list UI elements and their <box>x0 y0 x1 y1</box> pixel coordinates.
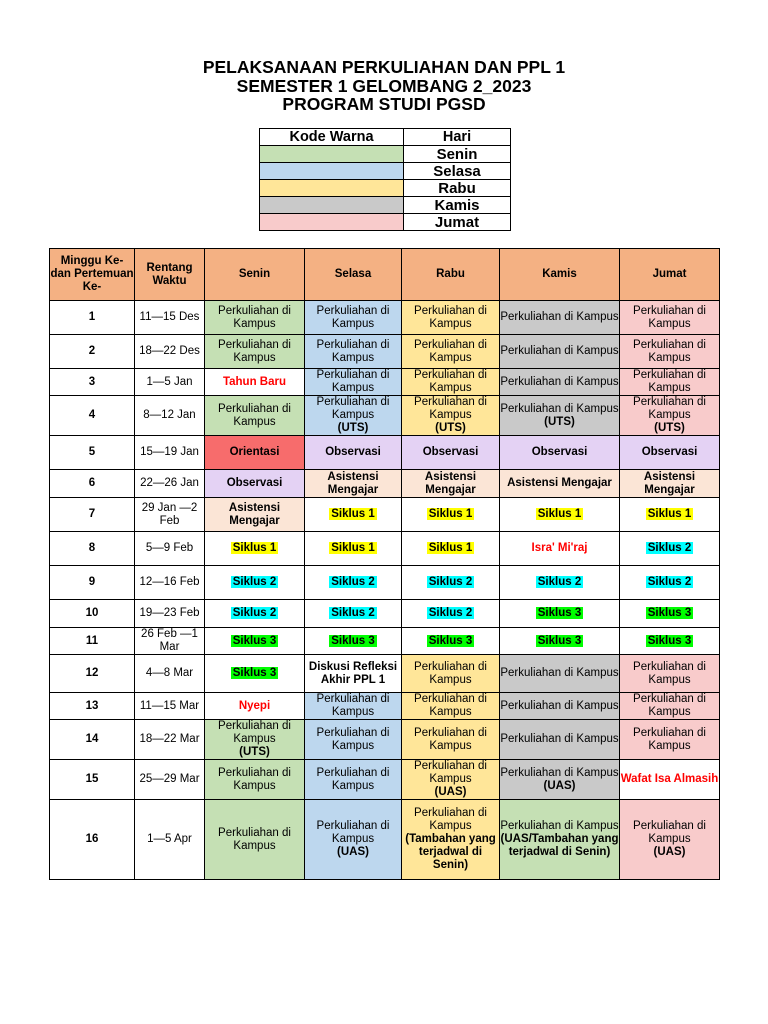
week-number: 11 <box>50 628 135 655</box>
cell-thursday <box>500 470 620 498</box>
legend-swatch <box>260 214 404 231</box>
cell-wednesday <box>402 655 500 693</box>
doc-title-line-1: PELAKSANAAN PERKULIAHAN DAN PPL 1 <box>202 57 566 77</box>
legend-row <box>260 214 511 231</box>
legend-swatch <box>260 197 404 214</box>
schedule-row <box>50 369 720 396</box>
schedule-row <box>50 566 720 600</box>
cell-text: Perkuliahan di Kampus <box>500 820 619 832</box>
week-number: 14 <box>50 720 135 760</box>
cell-text: Siklus 3 <box>232 634 277 647</box>
date-range: 1—5 Apr <box>135 800 205 880</box>
cell-wednesday <box>402 470 500 498</box>
week-number: 15 <box>50 760 135 800</box>
schedule-row <box>50 436 720 470</box>
schedule-row <box>50 720 720 760</box>
cell-text: Nyepi <box>238 699 271 712</box>
cell-text: Siklus 2 <box>331 607 375 619</box>
schedule-row <box>50 800 720 880</box>
cell-text: Perkuliahan di Kampus <box>633 369 706 394</box>
cell-text: Perkuliahan di Kampus <box>500 311 619 323</box>
cell-wednesday <box>402 335 500 369</box>
date-range: 12—16 Feb <box>135 566 205 600</box>
schedule-row <box>50 498 720 532</box>
cell-tuesday <box>305 760 402 800</box>
schedule-row <box>50 470 720 498</box>
cell-text: Siklus 2 <box>428 607 473 619</box>
cell-wednesday <box>402 532 500 566</box>
cell-text: Perkuliahan di Kampus <box>414 396 487 421</box>
date-range: 5—9 Feb <box>135 532 205 566</box>
cell-text: Perkuliahan di Kampus <box>218 826 291 852</box>
schedule-header-row <box>50 249 720 301</box>
schedule-row <box>50 532 720 566</box>
cell-monday <box>205 396 305 436</box>
cell-thursday <box>500 532 620 566</box>
cell-text: Siklus 3 <box>647 634 692 647</box>
legend-day: Senin <box>404 146 511 163</box>
cell-text: Siklus 1 <box>232 542 277 554</box>
cell-tuesday <box>305 498 402 532</box>
cell-text: Siklus 1 <box>537 508 582 520</box>
cell-text: Siklus 3 <box>537 607 582 619</box>
week-number: 3 <box>50 369 135 396</box>
cell-monday <box>205 498 305 532</box>
cell-text: Perkuliahan di Kampus <box>218 766 291 792</box>
week-number: 10 <box>50 600 135 628</box>
cell-thursday <box>500 628 620 655</box>
cell-monday <box>205 532 305 566</box>
cell-note: (UAS) <box>434 786 467 798</box>
cell-text: Perkuliahan di Kampus <box>500 667 619 679</box>
doc-title-line-3: PROGRAM STUDI PGSD <box>282 94 486 114</box>
cell-friday <box>620 470 720 498</box>
cell-text: Perkuliahan di Kampus <box>633 726 706 752</box>
cell-text: Perkuliahan di Kampus <box>316 369 390 394</box>
cell-wednesday <box>402 301 500 335</box>
cell-text: Siklus 2 <box>647 576 692 588</box>
cell-friday <box>620 800 720 880</box>
date-range: 15—19 Jan <box>135 436 205 470</box>
legend-day: Rabu <box>404 180 511 197</box>
cell-wednesday <box>402 396 500 436</box>
schedule-row <box>50 600 720 628</box>
cell-text: Siklus 1 <box>428 542 473 554</box>
cell-thursday <box>500 720 620 760</box>
cell-text: Perkuliahan di Kampus <box>500 402 619 415</box>
cell-tuesday <box>305 335 402 369</box>
schedule-body <box>50 301 720 880</box>
cell-text: Perkuliahan di Kampus <box>500 766 619 779</box>
cell-friday <box>620 498 720 532</box>
cell-text: Asistensi Mengajar <box>424 470 477 496</box>
cell-text: Perkuliahan di Kampus <box>500 733 619 745</box>
cell-wednesday <box>402 720 500 760</box>
cell-monday <box>205 760 305 800</box>
cell-note: (UTS) <box>654 422 685 434</box>
legend-day: Kamis <box>404 197 511 214</box>
legend-swatch <box>260 180 404 197</box>
cell-tuesday <box>305 396 402 436</box>
cell-text: Siklus 1 <box>331 508 375 520</box>
cell-monday <box>205 693 305 720</box>
week-number: 2 <box>50 335 135 369</box>
cell-monday <box>205 720 305 760</box>
cell-friday <box>620 396 720 436</box>
cell-text: Siklus 3 <box>647 607 692 619</box>
cell-text: Perkuliahan di Kampus <box>414 369 487 394</box>
cell-thursday <box>500 600 620 628</box>
cell-tuesday <box>305 600 402 628</box>
week-number: 13 <box>50 693 135 720</box>
cell-monday <box>205 600 305 628</box>
cell-monday <box>205 369 305 396</box>
legend-swatch <box>260 163 404 180</box>
schedule-row <box>50 335 720 369</box>
cell-friday <box>620 436 720 470</box>
cell-text: Siklus 2 <box>537 576 582 588</box>
header-wednesday: Rabu <box>402 249 500 301</box>
cell-text: Orientasi <box>229 446 280 458</box>
schedule-row <box>50 693 720 720</box>
cell-text: Perkuliahan di Kampus <box>316 693 390 718</box>
cell-friday <box>620 655 720 693</box>
cell-text: Perkuliahan di Kampus <box>316 820 390 845</box>
cell-text: Diskusi Refleksi Akhir PPL 1 <box>308 660 398 686</box>
week-number: 16 <box>50 800 135 880</box>
date-range: 8—12 Jan <box>135 396 205 436</box>
cell-note: (UTS) <box>435 422 466 434</box>
cell-text: Siklus 2 <box>647 542 692 554</box>
cell-note: (UAS) <box>653 846 686 858</box>
cell-text: Siklus 2 <box>428 576 473 588</box>
legend-header-day: Hari <box>404 129 511 146</box>
cell-text: Perkuliahan di Kampus <box>414 693 487 718</box>
date-range: 11—15 Des <box>135 301 205 335</box>
cell-tuesday <box>305 628 402 655</box>
cell-monday <box>205 655 305 693</box>
cell-text: Perkuliahan di Kampus <box>414 660 487 686</box>
schedule-table <box>49 248 720 880</box>
cell-wednesday <box>402 600 500 628</box>
cell-text: Perkuliahan di Kampus <box>633 304 706 330</box>
cell-text: Perkuliahan di Kampus <box>633 693 706 718</box>
cell-text: Perkuliahan di Kampus <box>414 726 487 752</box>
header-monday: Senin <box>205 249 305 301</box>
date-range: 29 Jan —2 Feb <box>135 498 205 532</box>
cell-friday <box>620 566 720 600</box>
cell-note: (UAS) <box>337 846 369 858</box>
header-range: Rentang Waktu <box>135 249 205 301</box>
cell-thursday <box>500 436 620 470</box>
cell-text: Observasi <box>226 477 283 489</box>
cell-text: Perkuliahan di Kampus <box>316 396 390 421</box>
cell-wednesday <box>402 498 500 532</box>
cell-wednesday <box>402 760 500 800</box>
cell-text: Wafat Isa Almasih <box>620 773 719 785</box>
doc-title-line-2: SEMESTER 1 GELOMBANG 2_2023 <box>236 76 532 96</box>
cell-friday <box>620 720 720 760</box>
date-range: 26 Feb —1 Mar <box>135 628 205 655</box>
date-range: 18—22 Des <box>135 335 205 369</box>
legend-day: Selasa <box>404 163 511 180</box>
cell-thursday <box>500 655 620 693</box>
week-number: 1 <box>50 301 135 335</box>
cell-text: Asistensi Mengajar <box>228 501 281 527</box>
cell-text: Perkuliahan di Kampus <box>316 766 390 792</box>
cell-note: (Tambahan yang terjadwal di Senin) <box>405 833 496 871</box>
cell-monday <box>205 800 305 880</box>
cell-monday <box>205 301 305 335</box>
cell-text: Perkuliahan di Kampus <box>316 304 390 330</box>
header-thursday: Kamis <box>500 249 620 301</box>
date-range: 25—29 Mar <box>135 760 205 800</box>
week-number: 4 <box>50 396 135 436</box>
cell-text: Siklus 2 <box>232 607 277 619</box>
schedule-row <box>50 760 720 800</box>
cell-text: Perkuliahan di Kampus <box>633 660 706 686</box>
cell-note: (UTS) <box>239 746 270 758</box>
cell-text: Asistensi Mengajar <box>327 470 379 496</box>
cell-note: (UAS/Tambahan yang terjadwal di Senin) <box>500 833 619 858</box>
cell-text: Perkuliahan di Kampus <box>218 402 291 428</box>
cell-friday <box>620 628 720 655</box>
cell-text: Siklus 3 <box>331 634 375 647</box>
date-range: 19—23 Feb <box>135 600 205 628</box>
week-number: 8 <box>50 532 135 566</box>
legend-swatch <box>260 146 404 163</box>
cell-text: Asistensi Mengajar <box>643 470 696 496</box>
week-number: 9 <box>50 566 135 600</box>
cell-thursday <box>500 335 620 369</box>
cell-text: Isra' Mi'raj <box>531 542 588 554</box>
cell-note: (UTS) <box>544 415 575 428</box>
cell-text: Asistensi Mengajar <box>507 477 612 489</box>
legend-row <box>260 197 511 214</box>
cell-wednesday <box>402 800 500 880</box>
legend-row <box>260 163 511 180</box>
cell-text: Perkuliahan di Kampus <box>633 338 706 364</box>
cell-friday <box>620 693 720 720</box>
schedule-row <box>50 396 720 436</box>
cell-text: Tahun Baru <box>222 375 287 388</box>
cell-text: Observasi <box>422 446 479 458</box>
cell-text: Perkuliahan di Kampus <box>218 304 291 330</box>
cell-tuesday <box>305 800 402 880</box>
week-number: 5 <box>50 436 135 470</box>
cell-text: Perkuliahan di Kampus <box>414 760 487 785</box>
cell-text: Perkuliahan di Kampus <box>414 338 487 364</box>
cell-text: Siklus 3 <box>537 634 582 647</box>
cell-friday <box>620 301 720 335</box>
cell-monday <box>205 335 305 369</box>
cell-tuesday <box>305 470 402 498</box>
cell-note: (UTS) <box>337 422 369 434</box>
cell-wednesday <box>402 628 500 655</box>
date-range: 18—22 Mar <box>135 720 205 760</box>
cell-text: Perkuliahan di Kampus <box>218 720 291 745</box>
header-friday: Jumat <box>620 249 720 301</box>
cell-text: Observasi <box>325 446 381 458</box>
cell-friday <box>620 760 720 800</box>
cell-text: Siklus 1 <box>331 542 375 554</box>
cell-text: Perkuliahan di Kampus <box>316 726 390 752</box>
cell-text: Perkuliahan di Kampus <box>633 396 706 421</box>
cell-text: Siklus 1 <box>647 508 692 520</box>
cell-text: Siklus 2 <box>232 576 277 588</box>
cell-note: (UAS) <box>543 779 576 792</box>
schedule-row <box>50 628 720 655</box>
date-range: 4—8 Mar <box>135 655 205 693</box>
week-number: 6 <box>50 470 135 498</box>
cell-wednesday <box>402 369 500 396</box>
color-legend-table <box>259 128 511 231</box>
cell-monday <box>205 628 305 655</box>
cell-monday <box>205 436 305 470</box>
cell-text: Siklus 3 <box>428 634 473 647</box>
cell-thursday <box>500 566 620 600</box>
cell-wednesday <box>402 436 500 470</box>
cell-friday <box>620 600 720 628</box>
cell-monday <box>205 470 305 498</box>
legend-row <box>260 180 511 197</box>
week-number: 7 <box>50 498 135 532</box>
cell-tuesday <box>305 655 402 693</box>
cell-tuesday <box>305 369 402 396</box>
cell-tuesday <box>305 301 402 335</box>
cell-tuesday <box>305 693 402 720</box>
cell-thursday <box>500 800 620 880</box>
cell-friday <box>620 335 720 369</box>
cell-thursday <box>500 396 620 436</box>
date-range: 1—5 Jan <box>135 369 205 396</box>
schedule-row <box>50 655 720 693</box>
cell-text: Perkuliahan di Kampus <box>500 699 619 712</box>
cell-monday <box>205 566 305 600</box>
cell-thursday <box>500 760 620 800</box>
cell-text: Perkuliahan di Kampus <box>414 807 487 832</box>
cell-text: Perkuliahan di Kampus <box>414 304 487 330</box>
cell-tuesday <box>305 532 402 566</box>
legend-row <box>260 146 511 163</box>
legend-header-row <box>260 129 511 146</box>
schedule-row <box>50 301 720 335</box>
cell-tuesday <box>305 566 402 600</box>
cell-wednesday <box>402 693 500 720</box>
legend-header-code: Kode Warna <box>260 129 404 146</box>
cell-text: Observasi <box>641 446 698 458</box>
date-range: 22—26 Jan <box>135 470 205 498</box>
cell-thursday <box>500 498 620 532</box>
cell-text: Siklus 2 <box>331 576 375 588</box>
date-range: 11—15 Mar <box>135 693 205 720</box>
cell-tuesday <box>305 436 402 470</box>
cell-text: Perkuliahan di Kampus <box>633 820 706 845</box>
cell-text: Perkuliahan di Kampus <box>500 375 619 388</box>
legend-day: Jumat <box>404 214 511 231</box>
cell-friday <box>620 369 720 396</box>
cell-thursday <box>500 369 620 396</box>
cell-text: Perkuliahan di Kampus <box>316 338 390 364</box>
cell-wednesday <box>402 566 500 600</box>
cell-text: Perkuliahan di Kampus <box>218 338 291 364</box>
cell-text: Observasi <box>531 446 588 458</box>
cell-text: Perkuliahan di Kampus <box>500 345 619 357</box>
cell-text: Siklus 3 <box>232 667 277 679</box>
cell-thursday <box>500 693 620 720</box>
cell-text: Siklus 1 <box>428 508 473 520</box>
header-tuesday: Selasa <box>305 249 402 301</box>
cell-friday <box>620 532 720 566</box>
cell-tuesday <box>305 720 402 760</box>
cell-thursday <box>500 301 620 335</box>
header-week: Minggu Ke- dan Pertemuan Ke- <box>50 249 135 301</box>
week-number: 12 <box>50 655 135 693</box>
